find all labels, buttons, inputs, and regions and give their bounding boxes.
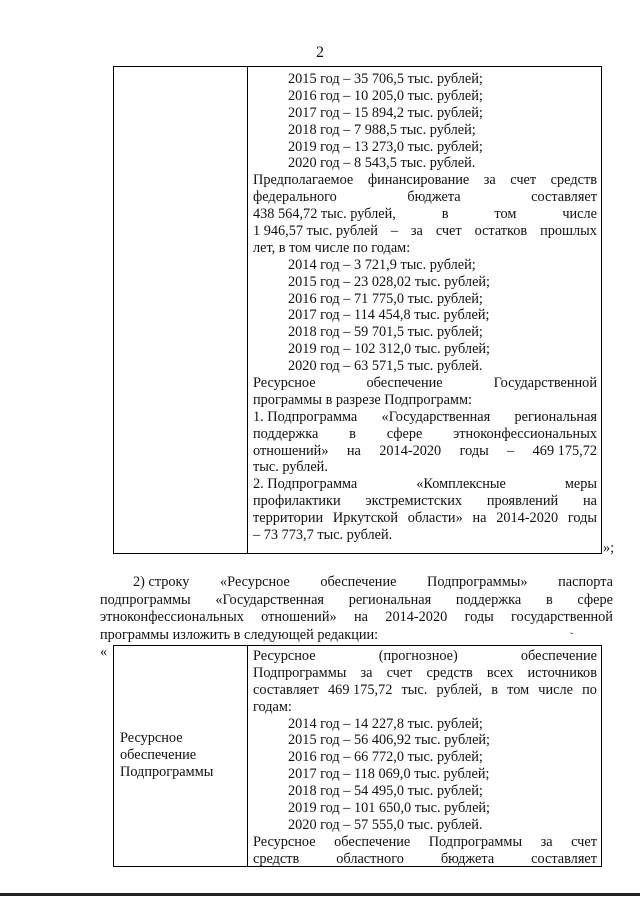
word: средств	[550, 172, 597, 189]
word: рублей,	[436, 681, 483, 698]
word: отношений»	[261, 609, 337, 625]
word: федерального	[253, 189, 337, 206]
row-label	[120, 730, 213, 781]
word: составляет	[253, 681, 319, 698]
word: 2014-2020	[496, 510, 559, 527]
word: Подпрограммы	[428, 833, 523, 850]
word: обеспечение	[520, 648, 597, 664]
text-line	[100, 609, 613, 627]
word: (прогнозное)	[378, 648, 458, 664]
text-line	[253, 409, 597, 426]
word: «Государственная	[215, 591, 325, 608]
word: за	[540, 833, 553, 850]
word: Государственной	[493, 375, 597, 392]
word: бюджета	[440, 850, 495, 867]
resource-table-continued	[113, 66, 602, 554]
text-line: тыс. рублей.	[253, 459, 328, 476]
text-line	[100, 574, 613, 592]
word: 2. Подпрограмма	[253, 476, 358, 493]
word: этноконфессиональных	[100, 609, 244, 625]
table-label-cell	[114, 67, 248, 553]
bottom-rule	[0, 893, 640, 896]
opening-quote: «	[100, 644, 108, 660]
text-line: 2016 год – 71 775,0 тыс. рублей;	[288, 290, 483, 307]
word: счет	[510, 172, 537, 189]
table-content-cell	[248, 646, 601, 866]
text-line	[253, 223, 597, 240]
word: на	[353, 609, 368, 625]
text-line: 2018 год – 7 988,5 тыс. рублей;	[288, 121, 476, 138]
word: числе	[562, 206, 597, 223]
word: 469 175,72	[328, 681, 393, 698]
word: подпрограммы	[100, 591, 191, 608]
word: средств	[426, 664, 473, 681]
word: территории	[253, 510, 324, 527]
label-line: Подпрограммы	[120, 764, 214, 780]
word: в	[441, 206, 449, 223]
word: на	[346, 442, 361, 459]
word: государственной	[511, 609, 613, 625]
word: годы	[567, 510, 597, 527]
word: обеспечение	[334, 833, 411, 850]
word: Ресурсное	[253, 375, 316, 392]
word: «Ресурсное	[220, 574, 290, 590]
text-line: программы в разрезе Подпрограмм:	[253, 391, 472, 408]
text-line	[253, 493, 597, 510]
text-line: программы изложить в следующей редакции:	[100, 626, 379, 643]
text-line: 2015 год – 56 406,92 тыс. рублей;	[288, 732, 491, 749]
word: счет	[571, 833, 597, 850]
text-line: 2019 год – 102 312,0 тыс. рублей;	[288, 341, 491, 358]
word: региональная	[348, 591, 432, 608]
text-line	[253, 510, 597, 527]
text-line	[253, 665, 597, 682]
word: всех	[486, 664, 514, 681]
word: составляет	[531, 189, 597, 206]
text-line: 2019 год – 13 273,0 тыс. рублей;	[288, 138, 483, 155]
text-line: лет, в том числе по годам:	[253, 239, 411, 256]
word: за	[410, 223, 423, 240]
word: Ресурсное	[253, 648, 316, 664]
text-line: 2015 год – 23 028,02 тыс. рублей;	[288, 273, 491, 290]
text-line: 2017 год – 114 454,8 тыс. рублей;	[288, 307, 490, 324]
word: числе	[538, 681, 573, 698]
word: том	[507, 681, 530, 698]
text-line: 2015 год – 35 706,5 тыс. рублей;	[288, 71, 483, 87]
word: паспорта	[558, 574, 613, 590]
word: Подпрограммы»	[427, 574, 528, 590]
word: «Государственная	[381, 408, 491, 425]
word: –	[507, 442, 515, 459]
text-line: 2014 год – 3 721,9 тыс. рублей;	[288, 256, 476, 273]
word: области»	[407, 510, 463, 527]
text-line: 2020 год – 57 555,0 тыс. рублей.	[288, 816, 483, 833]
word: годы	[459, 442, 489, 459]
text-line	[253, 443, 597, 460]
scan-mark: ˇ	[570, 632, 574, 643]
word: обеспечение	[320, 574, 397, 590]
text-line: 2014 год – 14 227,8 тыс. рублей;	[288, 715, 483, 732]
word: 2) строку	[133, 574, 190, 590]
closing-quote: »;	[603, 540, 615, 556]
text-line: 2016 год – 66 772,0 тыс. рублей;	[288, 749, 483, 766]
word: том	[494, 206, 517, 223]
word: Ресурсное	[253, 833, 316, 850]
word: обеспечение	[366, 375, 443, 392]
word: на	[472, 510, 487, 527]
word: источников	[527, 664, 597, 681]
word: отношений»	[253, 442, 329, 459]
text-line	[253, 648, 597, 665]
word: проявлений	[486, 493, 559, 510]
word: 1 946,57 тыс. рублей	[253, 223, 378, 240]
word: счет	[435, 223, 462, 240]
text-line: 2016 год – 10 205,0 тыс. рублей;	[288, 87, 483, 104]
table-content-cell	[248, 67, 601, 553]
word: поддержка	[253, 425, 319, 442]
text-line	[253, 851, 597, 868]
text-line	[253, 834, 597, 851]
word: остатков	[474, 223, 528, 240]
word: средств	[253, 850, 300, 867]
word: тыс.	[401, 681, 428, 698]
word: профилактики	[253, 493, 341, 510]
subprogram-resource-table	[113, 645, 602, 867]
word: «Комплексные	[416, 476, 506, 493]
word: 1. Подпрограмма	[253, 408, 358, 425]
label-line: Ресурсное	[120, 730, 183, 746]
word: Предполагаемое	[253, 172, 354, 189]
word: сфере	[577, 591, 613, 608]
text-line	[253, 375, 597, 392]
label-line: обеспечение	[120, 747, 197, 763]
word: 438 564,72 тыс. рублей,	[253, 206, 396, 223]
word: Иркутской	[332, 510, 399, 527]
text-line: 2017 год – 118 069,0 тыс. рублей;	[288, 766, 490, 783]
word: прошлых	[540, 223, 597, 240]
word: Подпрограммы	[253, 664, 347, 681]
text-line	[253, 476, 597, 493]
word: на	[582, 493, 597, 510]
text-line	[253, 172, 597, 189]
word: в	[349, 425, 356, 442]
word: областного	[336, 850, 404, 867]
word: этноконфессиональных	[453, 425, 597, 442]
text-line	[253, 682, 597, 699]
text-line	[253, 206, 597, 223]
word: 2014-2020	[379, 442, 442, 459]
word: меры	[564, 476, 597, 493]
word: за	[360, 664, 373, 681]
text-line: 2018 год – 54 495,0 тыс. рублей;	[288, 783, 483, 800]
text-line	[100, 592, 613, 610]
text-line: 2018 год – 59 701,5 тыс. рублей;	[288, 324, 483, 341]
word: –	[390, 223, 398, 240]
page-number: 2	[316, 44, 324, 61]
text-line: годам:	[253, 698, 292, 715]
word: в	[491, 681, 498, 698]
word: поддержка	[455, 591, 522, 608]
word: экстремистских	[365, 493, 463, 510]
word: в	[545, 591, 553, 608]
text-line: 2020 год – 8 543,5 тыс. рублей.	[288, 155, 476, 172]
word: счет	[386, 664, 413, 681]
table-label-cell	[114, 646, 248, 866]
word: за	[483, 172, 496, 189]
word: региональная	[514, 408, 597, 425]
text-line: 2020 год – 63 571,5 тыс. рублей.	[288, 358, 483, 375]
word: составляет	[531, 850, 597, 867]
text-line: 2017 год – 15 894,2 тыс. рублей;	[288, 104, 483, 121]
word: сфере	[386, 425, 423, 442]
word: 2014-2020	[385, 609, 448, 625]
word: по	[582, 681, 597, 698]
text-line	[253, 426, 597, 443]
text-line	[253, 189, 597, 206]
text-line: 2019 год – 101 650,0 тыс. рублей;	[288, 800, 491, 817]
text-line: – 73 773,7 тыс. рублей.	[253, 527, 393, 544]
word: бюджета	[407, 189, 461, 206]
word: финансирование	[367, 172, 470, 189]
amendment-paragraph	[100, 574, 613, 644]
word: годы	[464, 609, 494, 625]
word: 469 175,72	[532, 442, 597, 459]
